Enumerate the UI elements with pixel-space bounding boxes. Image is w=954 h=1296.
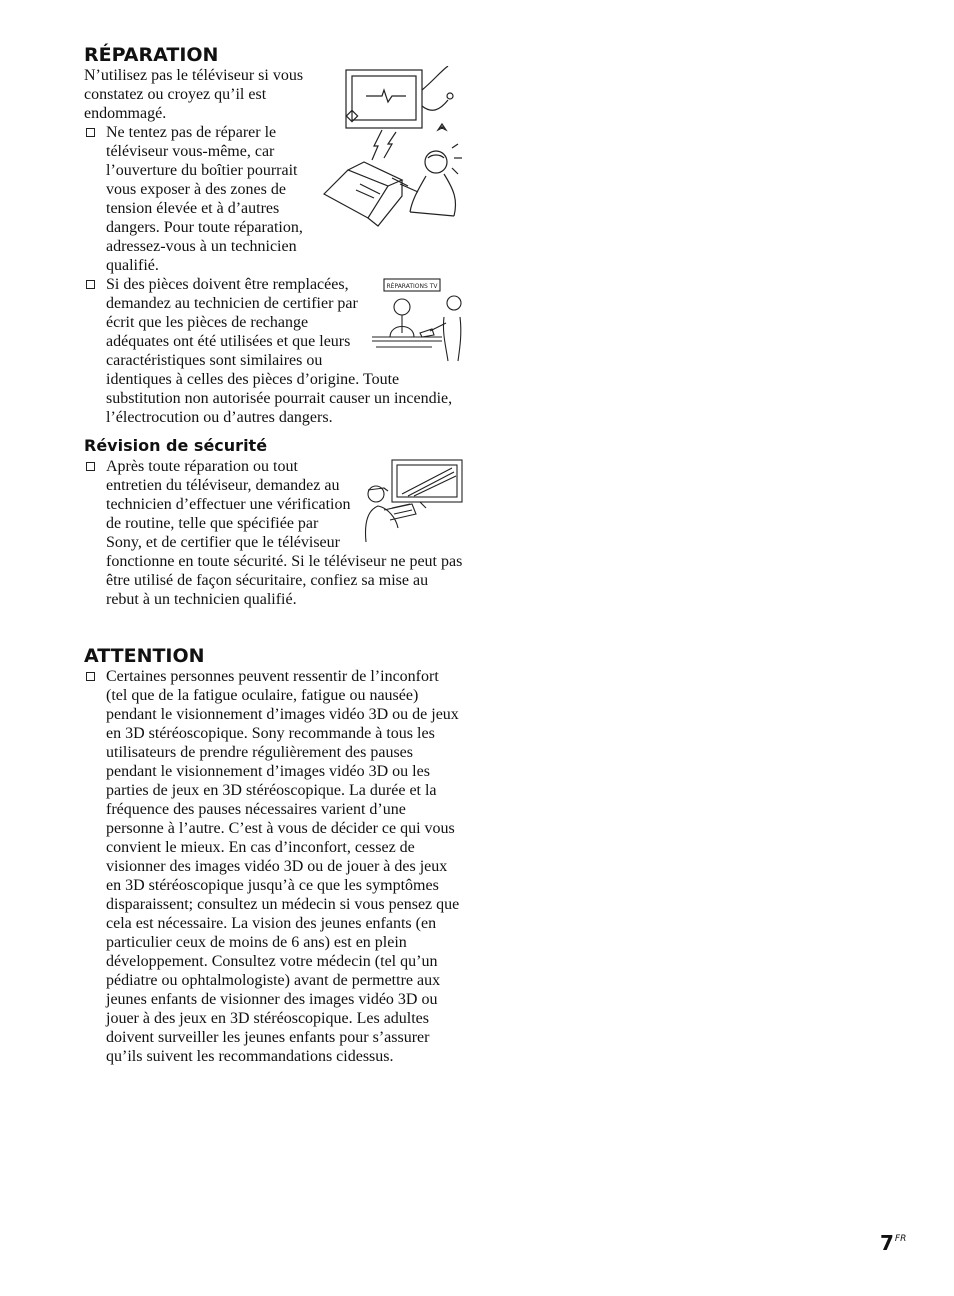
list-item bbox=[84, 123, 464, 275]
checkbox-bullet-icon bbox=[86, 128, 95, 137]
shop-sign: RÉPARATIONS TV bbox=[386, 283, 438, 290]
section-heading-attention: ATTENTION bbox=[84, 645, 205, 667]
list-item bbox=[84, 667, 464, 1066]
page-content bbox=[84, 44, 464, 1066]
illustration-safety-check bbox=[362, 458, 464, 544]
list-item bbox=[84, 457, 464, 609]
page-language: FR bbox=[894, 1234, 907, 1244]
section-heading-revision: Révision de sécurité bbox=[84, 436, 268, 455]
page-number bbox=[880, 1231, 906, 1255]
list-item-text: Après toute réparation ou tout entretien du téléviseur, demandez au technicien d’effectuer une vérification de routine, telle que spécifiée par Sony, et de certifier que le téléviseur fonctionne en toute sécurité. Si le téléviseur ne peut pas être utilisé de façon sécuritaire, confiez sa mise au rebut à un technicien qualifié. bbox=[106, 458, 463, 608]
list-item-text: Si des pièces doivent être remplacées, demandez au technicien de certifier par écrit que les pièces de rechange adéquates ont été utilisées et que leurs caractéristiques sont similaires ou identiques à celles des pièces d’origine. Toute substitution non autorisée pourrait causer un incendie, l’électrocution ou d’autres dangers. bbox=[106, 276, 453, 426]
checkbox-bullet-icon bbox=[86, 280, 95, 289]
illustration-repair-shop bbox=[372, 277, 464, 363]
section-reparation bbox=[84, 44, 464, 427]
repair-shop-icon bbox=[372, 277, 464, 363]
checkbox-bullet-icon bbox=[86, 462, 95, 471]
list-item-text: Certaines personnes peuvent ressentir de l’inconfort (tel que de la fatigue oculaire, fatigue ou nausée) pendant le visionnement d’images vidéo 3D ou de jeux en 3D stéréoscopique. Sony recommande à tous les utilisateurs de prendre régulièrement des pauses pendant le visionnement d’images vidéo 3D ou les parties de jeux en 3D stéréoscopique. La durée et la fréquence des pauses nécessaires varient d’une personne à l’autre. C’est à vous de décider ce qui vous convient le mieux. En cas d’inconfort, cessez de visionner des images vidéo 3D ou de jouer à des jeux en 3D stéréoscopique jusqu’à ce que les symptômes disparaissent; consultez un médecin si vous pensez que cela est nécessaire. La vision des jeunes enfants (en particulier ceux de moins de 6 ans) est en plein développement. Consultez votre médecin (tel qu’un pédiatre ou ophtalmologiste) avant de permettre aux jeunes enfants de visionner des images vidéo 3D ou jouer à des jeux en 3D stéréoscopique. Les adultes doivent surveiller les jeunes enfants pour s’assurer qu’ils suivent les recommandations cidessus. bbox=[106, 668, 460, 1065]
page-number-value: 7 bbox=[880, 1231, 894, 1255]
checkbox-bullet-icon bbox=[86, 672, 95, 681]
section-heading-reparation: RÉPARATION bbox=[84, 44, 219, 66]
revision-list bbox=[84, 457, 464, 609]
reparation-list bbox=[84, 123, 464, 427]
reparation-intro: N’utilisez pas le téléviseur si vous constatez ou croyez qu’il est endommagé. bbox=[84, 67, 304, 122]
list-item-text: Ne tentez pas de réparer le téléviseur vous-même, car l’ouverture du boîtier pourrait vous exposer à des zones de tension élevée et à d’autres dangers. Pour toute réparation, adressez-vous à un technicien qualifié. bbox=[106, 124, 303, 274]
list-item bbox=[84, 275, 464, 427]
section-attention bbox=[84, 645, 464, 1066]
section-revision bbox=[84, 435, 464, 609]
attention-list bbox=[84, 667, 464, 1066]
safety-check-icon bbox=[362, 458, 464, 544]
